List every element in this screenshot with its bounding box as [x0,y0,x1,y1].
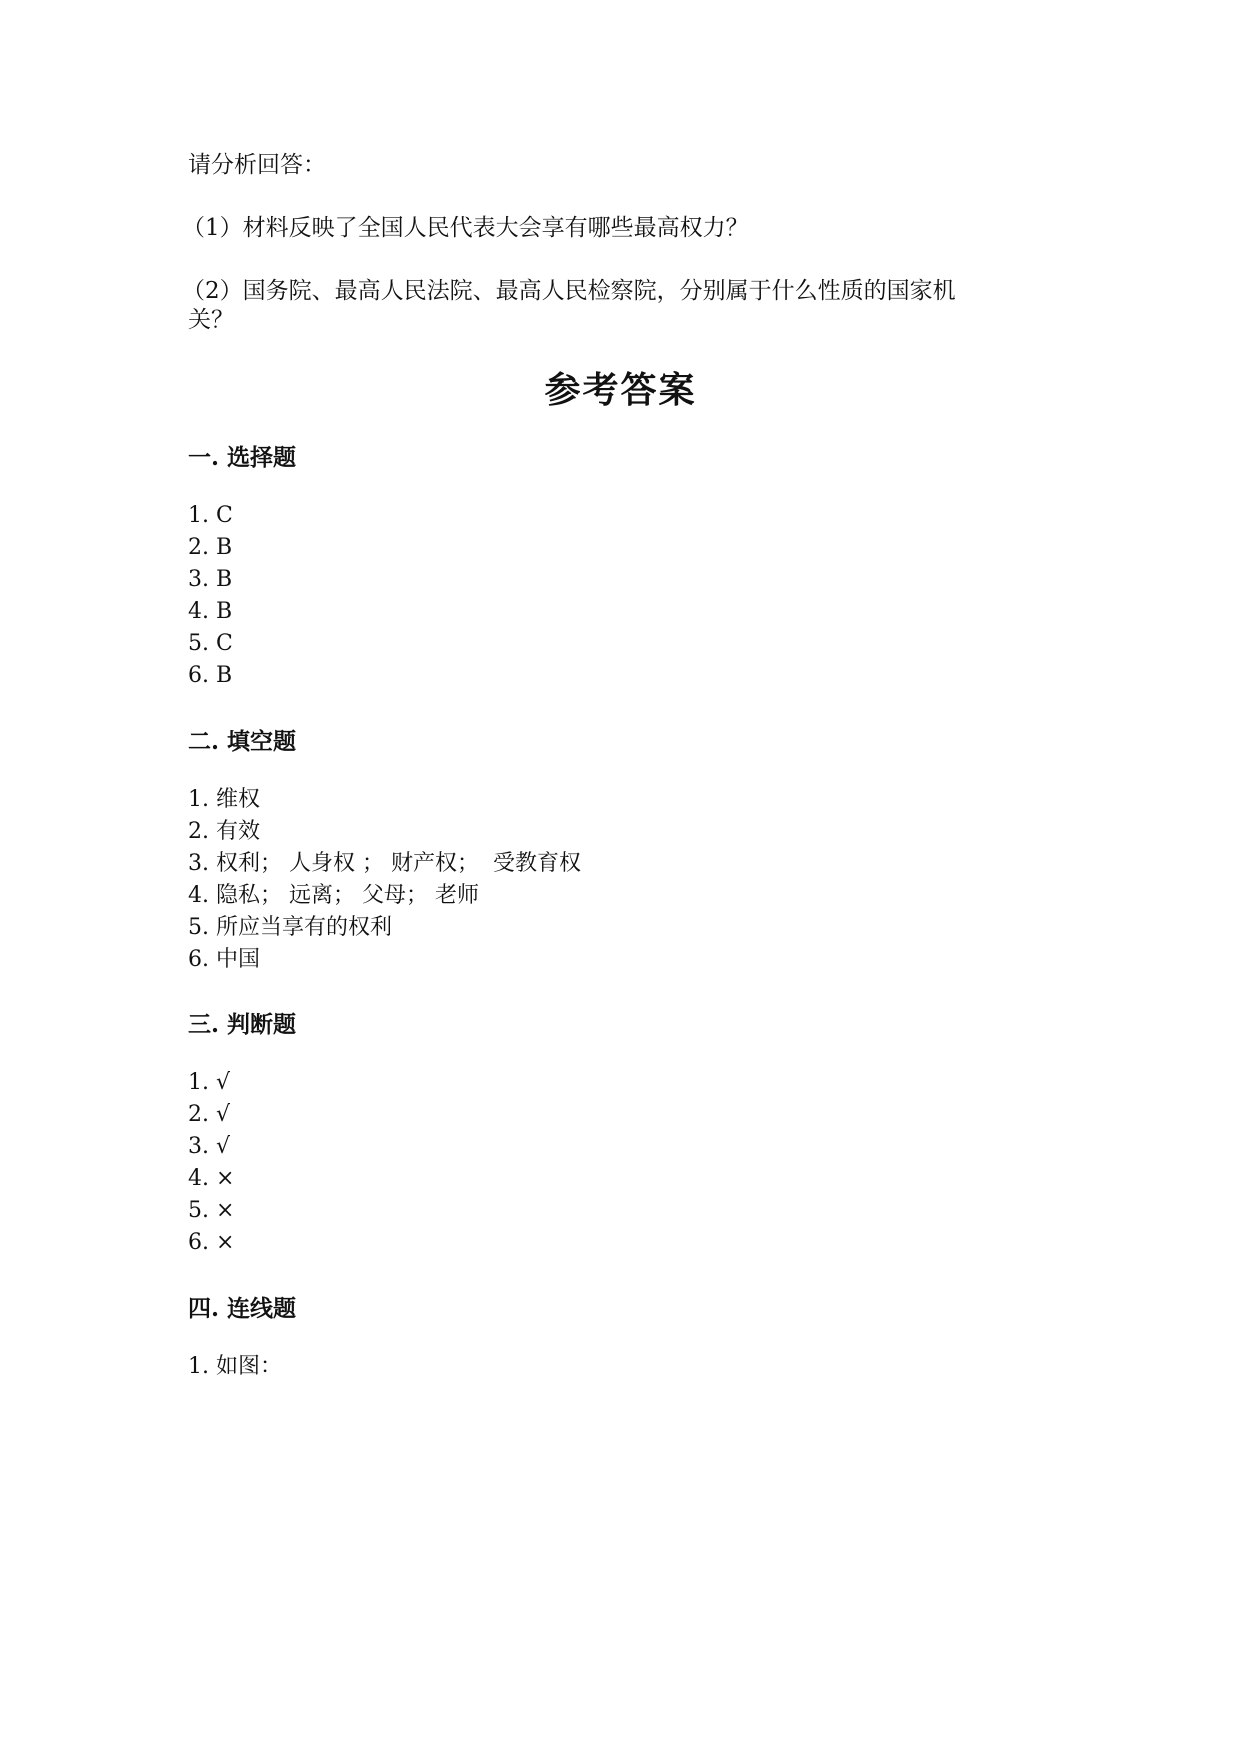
answer-item: 1. 如图： [188,1354,282,1379]
answer-item: 6. B [188,663,233,688]
section-heading-choice: 一. 选择题 [188,444,297,471]
answer-item: 5. × [188,1198,235,1223]
answer-item: 4. B [188,599,233,624]
answer-item: 2. 有效 [188,819,260,844]
answer-item: 4. × [188,1166,235,1191]
question-2-line-1: （2）国务院、最高人民法院、最高人民检察院，分别属于什么性质的国家机 [182,278,956,304]
answer-key-title: 参考答案 [544,369,697,411]
answer-item: 3. B [188,567,233,592]
answer-item: 2. √ [188,1102,231,1127]
answer-item: 3. 权利； 人身权 ； 财产权； 受教育权 [188,851,581,876]
section-heading-matching: 四. 连线题 [188,1295,297,1322]
answer-item: 3. √ [188,1134,231,1159]
answer-item: 1. 维权 [188,787,260,812]
answer-item: 4. 隐私； 远离； 父母； 老师 [188,883,479,908]
question-intro: 请分析回答： [188,152,326,178]
question-2-line-2: 关？ [188,307,234,333]
answer-item: 5. 所应当享有的权利 [188,915,392,940]
answer-item: 6. × [188,1230,235,1255]
answer-item: 2. B [188,535,233,560]
section-heading-fill-blank: 二. 填空题 [188,728,297,755]
question-1: （1）材料反映了全国人民代表大会享有哪些最高权力？ [182,215,749,241]
answer-item: 1. √ [188,1070,231,1095]
answer-item: 1. C [188,503,233,528]
answer-item: 6. 中国 [188,947,260,972]
section-heading-true-false: 三. 判断题 [188,1011,297,1038]
answer-item: 5. C [188,631,233,656]
